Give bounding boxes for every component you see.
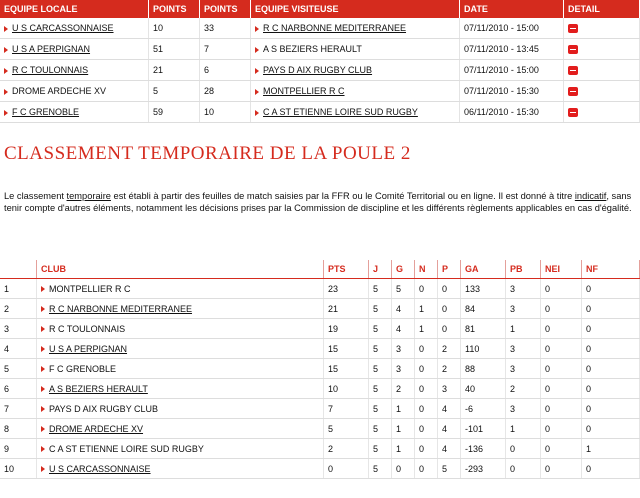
club-cell xyxy=(37,459,324,479)
bullet-arrow-icon xyxy=(255,47,259,53)
team-name: DROME ARDECHE XV xyxy=(12,86,107,96)
away-team-cell xyxy=(251,18,460,39)
stat-nf: 0 xyxy=(582,359,640,379)
col-away-team: EQUIPE VISITEUSE xyxy=(251,0,460,18)
bullet-arrow-icon xyxy=(255,68,259,74)
stat-pts: 19 xyxy=(324,319,369,339)
results-row xyxy=(0,39,640,60)
home-points: 59 xyxy=(149,102,200,123)
club-cell xyxy=(37,339,324,359)
rank: 4 xyxy=(0,339,37,359)
col-p: P xyxy=(438,260,461,279)
rank: 3 xyxy=(0,319,37,339)
section-title: CLASSEMENT TEMPORAIRE DE LA POULE 2 xyxy=(4,143,411,164)
stat-p: 0 xyxy=(438,279,461,299)
bullet-arrow-icon xyxy=(4,89,8,95)
col-pb: PB xyxy=(506,260,541,279)
stat-g: 1 xyxy=(392,419,415,439)
results-header-row xyxy=(0,0,640,18)
stat-g: 1 xyxy=(392,439,415,459)
home-points: 21 xyxy=(149,60,200,81)
bullet-arrow-icon xyxy=(41,386,45,392)
home-team-cell xyxy=(0,81,149,102)
rank: 6 xyxy=(0,379,37,399)
match-date: 07/11/2010 - 15:00 xyxy=(460,18,564,39)
standings-row xyxy=(0,339,640,359)
stat-pb: 3 xyxy=(506,359,541,379)
stat-p: 0 xyxy=(438,299,461,319)
match-date: 07/11/2010 - 15:30 xyxy=(460,81,564,102)
home-team-cell xyxy=(0,39,149,60)
detail-minus-icon[interactable] xyxy=(568,24,578,33)
stat-pts: 23 xyxy=(324,279,369,299)
stat-j: 5 xyxy=(369,339,392,359)
team-link[interactable]: U S CARCASSONNAISE xyxy=(12,23,114,33)
club-cell xyxy=(37,419,324,439)
stat-nei: 0 xyxy=(541,319,582,339)
rank: 8 xyxy=(0,419,37,439)
stat-j: 5 xyxy=(369,399,392,419)
standings-table xyxy=(0,260,640,479)
team-link[interactable]: U S CARCASSONNAISE xyxy=(49,463,151,474)
stat-p: 3 xyxy=(438,379,461,399)
stat-pb: 3 xyxy=(506,339,541,359)
bullet-arrow-icon xyxy=(41,346,45,352)
stat-nei: 0 xyxy=(541,379,582,399)
team-link[interactable]: DROME ARDECHE XV xyxy=(49,423,144,434)
stat-j: 5 xyxy=(369,319,392,339)
stat-n: 0 xyxy=(415,419,438,439)
rank: 2 xyxy=(0,299,37,319)
stat-ga: 110 xyxy=(461,339,506,359)
col-date: DATE xyxy=(460,0,564,18)
col-n: N xyxy=(415,260,438,279)
stat-g: 2 xyxy=(392,379,415,399)
stat-ga: -293 xyxy=(461,459,506,479)
bullet-arrow-icon xyxy=(41,366,45,372)
detail-minus-icon[interactable] xyxy=(568,87,578,96)
stat-ga: 81 xyxy=(461,319,506,339)
detail-cell xyxy=(564,39,640,60)
stat-nf: 0 xyxy=(582,419,640,439)
col-ga: GA xyxy=(461,260,506,279)
stat-j: 5 xyxy=(369,299,392,319)
stat-nei: 0 xyxy=(541,399,582,419)
standings-row xyxy=(0,319,640,339)
standings-row xyxy=(0,399,640,419)
stat-pb: 3 xyxy=(506,299,541,319)
col-nf: NF xyxy=(582,260,640,279)
team-link[interactable]: R C NARBONNE MEDITERRANEE xyxy=(49,303,193,314)
stat-pts: 10 xyxy=(324,379,369,399)
team-link[interactable]: PAYS D AIX RUGBY CLUB xyxy=(263,65,373,75)
link-indicatif[interactable]: indicatif xyxy=(574,191,607,202)
stat-j: 5 xyxy=(369,439,392,459)
detail-cell xyxy=(564,18,640,39)
club-cell xyxy=(37,319,324,339)
match-date: 07/11/2010 - 13:45 xyxy=(460,39,564,60)
stat-nei: 0 xyxy=(541,459,582,479)
bullet-arrow-icon xyxy=(41,406,45,412)
stat-ga: -6 xyxy=(461,399,506,419)
bullet-arrow-icon xyxy=(41,466,45,472)
col-home-team: EQUIPE LOCALE xyxy=(0,0,149,18)
team-name: A S BEZIERS HERAULT xyxy=(263,44,362,54)
stat-g: 5 xyxy=(392,279,415,299)
stat-g: 1 xyxy=(392,399,415,419)
stat-pb: 1 xyxy=(506,319,541,339)
stat-p: 4 xyxy=(438,419,461,439)
standings-row xyxy=(0,459,640,479)
home-points: 10 xyxy=(149,18,200,39)
stat-ga: -101 xyxy=(461,419,506,439)
stat-nei: 0 xyxy=(541,439,582,459)
stat-n: 1 xyxy=(415,299,438,319)
bullet-arrow-icon xyxy=(4,47,8,53)
team-link[interactable]: C A ST ETIENNE LOIRE SUD RUGBY xyxy=(263,107,418,117)
stat-j: 5 xyxy=(369,279,392,299)
detail-cell xyxy=(564,102,640,123)
rank: 7 xyxy=(0,399,37,419)
results-row xyxy=(0,18,640,39)
away-team-cell xyxy=(251,81,460,102)
stat-nei: 0 xyxy=(541,359,582,379)
team-name: PAYS D AIX RUGBY CLUB xyxy=(49,403,159,414)
stat-j: 5 xyxy=(369,359,392,379)
bullet-arrow-icon xyxy=(255,89,259,95)
team-link[interactable]: U S A PERPIGNAN xyxy=(12,44,91,54)
stat-g: 3 xyxy=(392,359,415,379)
col-detail: DETAIL xyxy=(564,0,640,18)
col-pts: PTS xyxy=(324,260,369,279)
stat-n: 0 xyxy=(415,359,438,379)
stat-nei: 0 xyxy=(541,419,582,439)
stat-p: 4 xyxy=(438,399,461,419)
team-name: F C GRENOBLE xyxy=(49,363,117,374)
stat-n: 0 xyxy=(415,399,438,419)
home-points: 51 xyxy=(149,39,200,60)
stat-pb: 3 xyxy=(506,279,541,299)
bullet-arrow-icon xyxy=(41,286,45,292)
stat-g: 4 xyxy=(392,299,415,319)
col-away-points: POINTS xyxy=(200,0,251,18)
team-link[interactable]: U S A PERPIGNAN xyxy=(49,343,128,354)
stat-pts: 21 xyxy=(324,299,369,319)
stat-pts: 7 xyxy=(324,399,369,419)
stat-nf: 1 xyxy=(582,439,640,459)
stat-pts: 15 xyxy=(324,359,369,379)
note-text-2: est établi à partir des feuilles de match saisies par la FFR ou le Comité Territorial ou en ligne. Il est donné à titre xyxy=(110,191,575,202)
stat-n: 0 xyxy=(415,279,438,299)
stat-p: 4 xyxy=(438,439,461,459)
team-link[interactable]: A S BEZIERS HERAULT xyxy=(49,383,148,394)
stat-g: 0 xyxy=(392,459,415,479)
away-team-cell xyxy=(251,60,460,81)
standings-row xyxy=(0,419,640,439)
bullet-arrow-icon xyxy=(41,326,45,332)
stat-j: 5 xyxy=(369,419,392,439)
match-results-table xyxy=(0,0,640,123)
stat-nf: 0 xyxy=(582,319,640,339)
away-points: 28 xyxy=(200,81,251,102)
stat-nf: 0 xyxy=(582,459,640,479)
col-g: G xyxy=(392,260,415,279)
bullet-arrow-icon xyxy=(4,110,8,116)
team-link[interactable]: R C NARBONNE MEDITERRANEE xyxy=(263,23,407,33)
standings-header-row xyxy=(0,260,640,279)
away-points: 7 xyxy=(200,39,251,60)
stat-nf: 0 xyxy=(582,279,640,299)
results-row xyxy=(0,81,640,102)
club-cell xyxy=(37,359,324,379)
stat-pts: 15 xyxy=(324,339,369,359)
away-team-cell xyxy=(251,102,460,123)
stat-p: 2 xyxy=(438,359,461,379)
standings-disclaimer xyxy=(4,190,638,214)
club-cell xyxy=(37,299,324,319)
note-text-1: Le classement xyxy=(4,191,67,202)
stat-nf: 0 xyxy=(582,299,640,319)
bullet-arrow-icon xyxy=(41,446,45,452)
link-temporaire[interactable]: temporaire xyxy=(66,191,111,202)
match-date: 07/11/2010 - 15:00 xyxy=(460,60,564,81)
team-link[interactable]: R C TOULONNAIS xyxy=(12,65,89,75)
team-name: R C TOULONNAIS xyxy=(49,323,126,334)
detail-minus-icon[interactable] xyxy=(568,66,578,75)
standings-row xyxy=(0,359,640,379)
club-cell xyxy=(37,379,324,399)
stat-nei: 0 xyxy=(541,279,582,299)
rank: 9 xyxy=(0,439,37,459)
club-cell xyxy=(37,279,324,299)
home-team-cell xyxy=(0,102,149,123)
team-link[interactable]: F C GRENOBLE xyxy=(12,107,80,117)
results-row xyxy=(0,102,640,123)
stat-nf: 0 xyxy=(582,399,640,419)
stat-n: 0 xyxy=(415,439,438,459)
bullet-arrow-icon xyxy=(255,110,259,116)
stat-ga: 84 xyxy=(461,299,506,319)
stat-nei: 0 xyxy=(541,339,582,359)
stat-pts: 0 xyxy=(324,459,369,479)
standings-row xyxy=(0,299,640,319)
rank: 1 xyxy=(0,279,37,299)
col-rank xyxy=(0,260,37,279)
stat-pb: 1 xyxy=(506,419,541,439)
stat-ga: 40 xyxy=(461,379,506,399)
stat-p: 2 xyxy=(438,339,461,359)
stat-pts: 2 xyxy=(324,439,369,459)
stat-n: 1 xyxy=(415,319,438,339)
stat-pb: 0 xyxy=(506,459,541,479)
col-home-points: POINTS xyxy=(149,0,200,18)
rank: 10 xyxy=(0,459,37,479)
stat-j: 5 xyxy=(369,459,392,479)
stat-pb: 3 xyxy=(506,399,541,419)
stat-nei: 0 xyxy=(541,299,582,319)
stat-ga: 88 xyxy=(461,359,506,379)
rank: 5 xyxy=(0,359,37,379)
away-points: 10 xyxy=(200,102,251,123)
stat-n: 0 xyxy=(415,379,438,399)
detail-cell xyxy=(564,60,640,81)
stat-g: 4 xyxy=(392,319,415,339)
col-j: J xyxy=(369,260,392,279)
home-team-cell xyxy=(0,60,149,81)
stat-g: 3 xyxy=(392,339,415,359)
bullet-arrow-icon xyxy=(4,26,8,32)
away-team-cell xyxy=(251,39,460,60)
col-nei: NEI xyxy=(541,260,582,279)
away-points: 33 xyxy=(200,18,251,39)
stat-n: 0 xyxy=(415,459,438,479)
team-name: C A ST ETIENNE LOIRE SUD RUGBY xyxy=(49,443,204,454)
team-name: MONTPELLIER R C xyxy=(49,283,131,294)
stat-nf: 0 xyxy=(582,379,640,399)
stat-pb: 0 xyxy=(506,439,541,459)
detail-minus-icon[interactable] xyxy=(568,108,578,117)
stat-ga: -136 xyxy=(461,439,506,459)
home-team-cell xyxy=(0,18,149,39)
stat-nf: 0 xyxy=(582,339,640,359)
detail-minus-icon[interactable] xyxy=(568,45,578,54)
stat-j: 5 xyxy=(369,379,392,399)
stat-p: 5 xyxy=(438,459,461,479)
standings-row xyxy=(0,379,640,399)
note-text-3: , sans tenir compte d'autres éléments, notamment les décisions prises par la Commission de discipline et les différents règlements applicables en cas d'égalité. xyxy=(4,191,632,214)
standings-row xyxy=(0,279,640,299)
stat-pts: 5 xyxy=(324,419,369,439)
standings-row xyxy=(0,439,640,459)
match-date: 06/11/2010 - 15:30 xyxy=(460,102,564,123)
home-points: 5 xyxy=(149,81,200,102)
club-cell xyxy=(37,439,324,459)
stat-n: 0 xyxy=(415,339,438,359)
stat-pb: 2 xyxy=(506,379,541,399)
club-cell xyxy=(37,399,324,419)
col-club: CLUB xyxy=(37,260,324,279)
detail-cell xyxy=(564,81,640,102)
bullet-arrow-icon xyxy=(4,68,8,74)
team-link[interactable]: MONTPELLIER R C xyxy=(263,86,345,96)
results-row xyxy=(0,60,640,81)
bullet-arrow-icon xyxy=(255,26,259,32)
bullet-arrow-icon xyxy=(41,426,45,432)
bullet-arrow-icon xyxy=(41,306,45,312)
stat-ga: 133 xyxy=(461,279,506,299)
away-points: 6 xyxy=(200,60,251,81)
stat-p: 0 xyxy=(438,319,461,339)
